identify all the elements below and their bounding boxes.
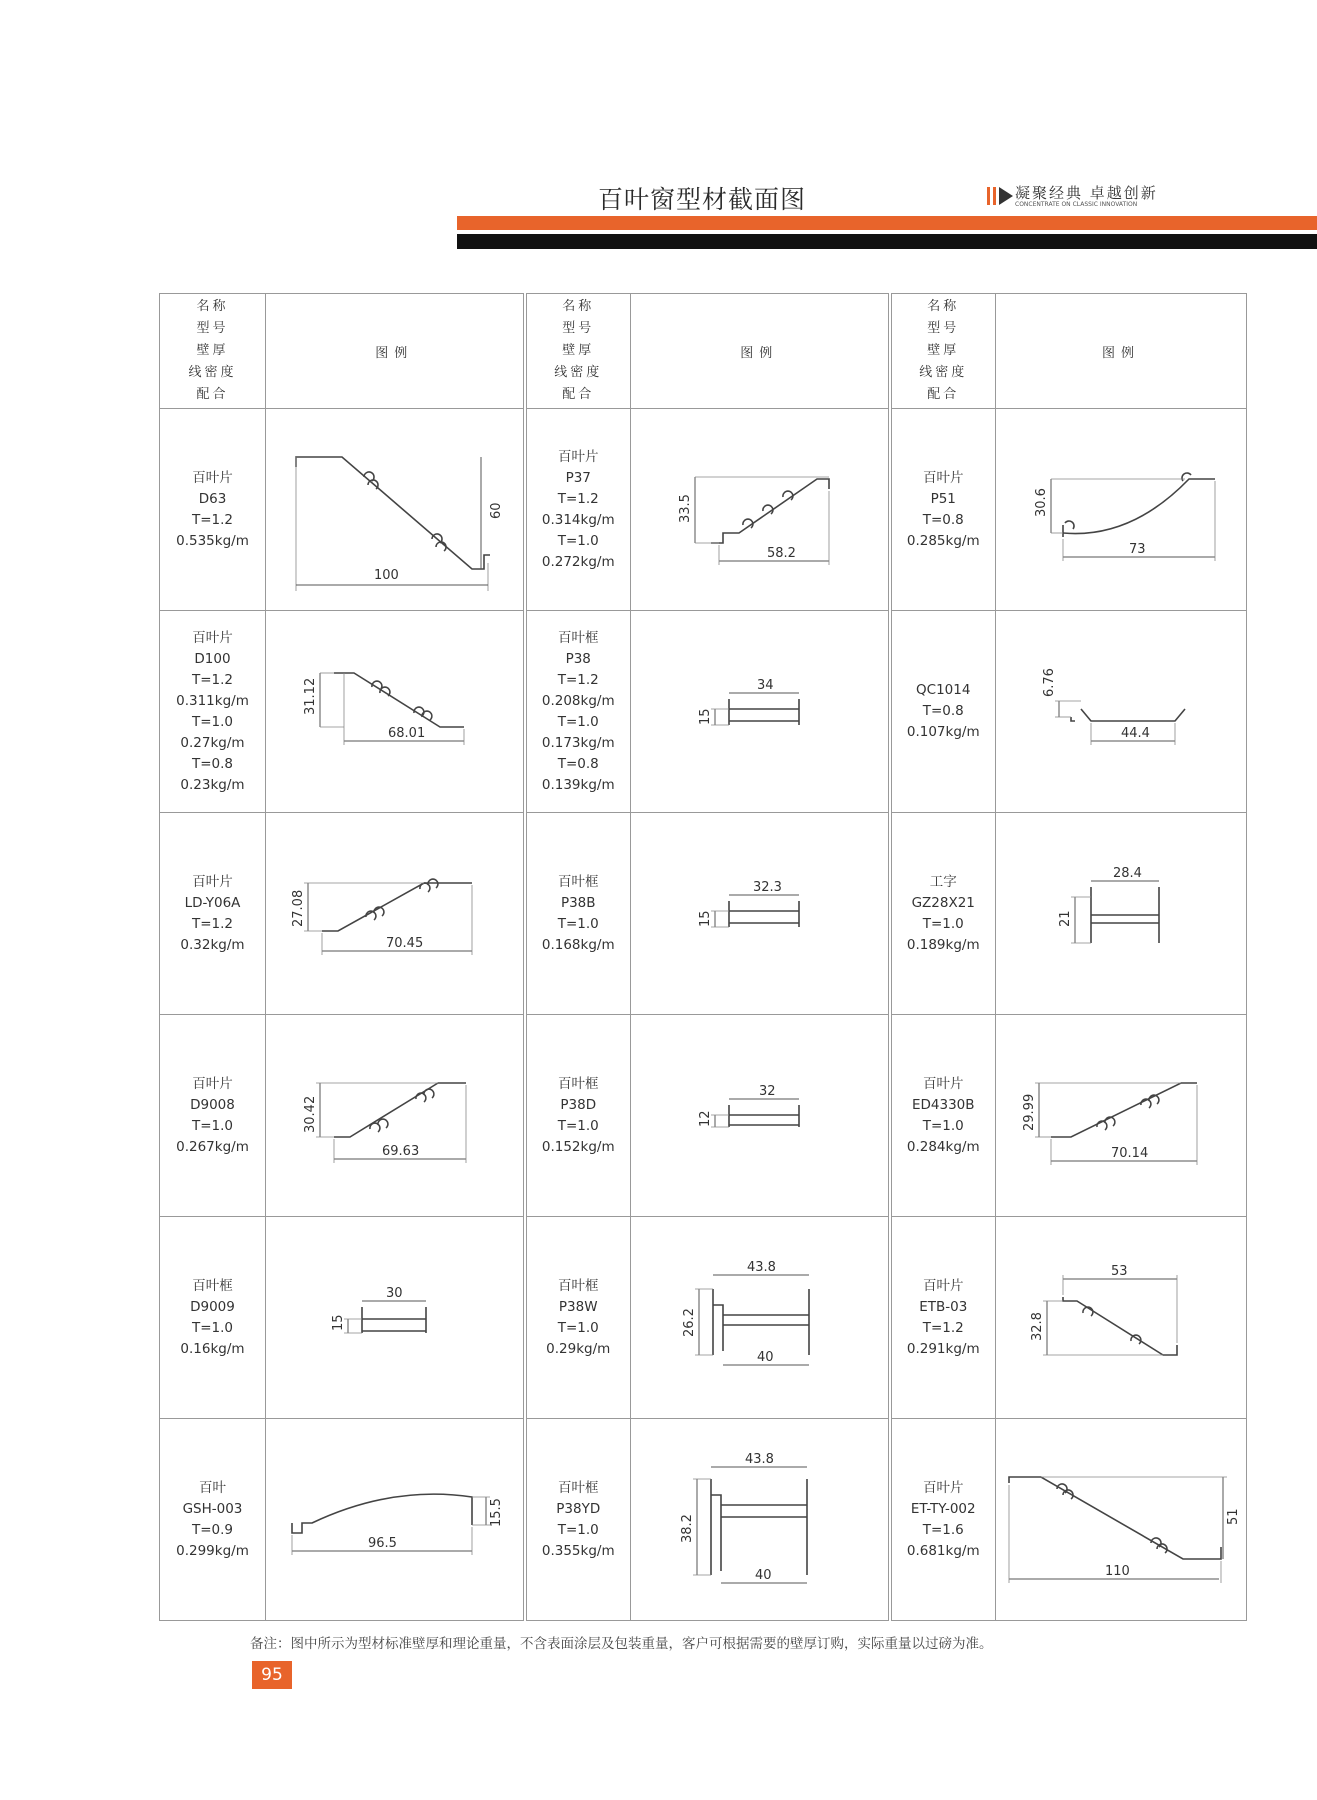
info-line: 0.299kg/m	[176, 1542, 249, 1559]
table-row	[160, 409, 1247, 611]
info-line: 百叶片	[923, 1075, 964, 1092]
dimension-label: 60	[489, 501, 505, 519]
dimension-label: 32	[759, 1083, 776, 1099]
profile-info-cell	[890, 1419, 996, 1621]
profile-info-cell	[890, 409, 996, 611]
table-row	[160, 1015, 1247, 1217]
info-line: T=1.0	[922, 1117, 964, 1134]
info-line: 0.535kg/m	[176, 532, 249, 549]
brand-mark-icon	[987, 185, 1015, 207]
dimension-label: 53	[1111, 1263, 1128, 1279]
dimension-label: 12	[698, 1109, 714, 1127]
profile-drawing	[639, 1021, 879, 1211]
header-label: 配合	[927, 387, 960, 402]
dimension-label: 110	[1105, 1563, 1130, 1579]
info-line: 0.267kg/m	[176, 1138, 249, 1155]
dimension-label: 70.14	[1111, 1145, 1149, 1161]
info-line: 0.173kg/m	[541, 734, 615, 751]
profile-drawing	[639, 819, 879, 1009]
info-line: T=1.0	[557, 1521, 599, 1538]
table-row	[160, 1419, 1247, 1621]
info-line: 0.27kg/m	[180, 734, 245, 751]
profile-figure-cell	[266, 1015, 525, 1217]
info-line: ETB-03	[919, 1298, 968, 1315]
profile-info-cell	[525, 1217, 631, 1419]
profile-drawing	[639, 1425, 879, 1615]
info-line: 百叶	[199, 1479, 226, 1496]
profile-drawing	[274, 617, 514, 807]
profile-figure-cell	[996, 611, 1247, 813]
dimension-label: 40	[755, 1567, 772, 1583]
header-label: 壁厚	[927, 343, 960, 358]
slogan-cn: 凝聚经典 卓越创新	[1015, 184, 1158, 202]
info-line: 百叶片	[923, 1277, 964, 1294]
profile-drawing	[274, 819, 514, 1009]
info-line: T=1.0	[191, 713, 234, 730]
profile-info-cell	[525, 409, 631, 611]
profile-info-cell	[160, 1217, 266, 1419]
dimension-label: 27.08	[291, 889, 307, 927]
profile-figure-cell	[631, 611, 890, 813]
header-label: 名称	[196, 299, 229, 314]
info-line: GSH-003	[182, 1500, 243, 1517]
info-line: 0.168kg/m	[541, 936, 615, 953]
profile-figure-cell	[996, 409, 1247, 611]
header-label: 配合	[562, 387, 595, 402]
dimension-label: 96.5	[368, 1535, 398, 1551]
info-line: T=1.0	[557, 915, 599, 932]
table-header-row	[160, 294, 1247, 409]
info-line: T=0.8	[922, 511, 964, 528]
page-number: 95	[252, 1661, 292, 1689]
info-line: D9008	[190, 1096, 235, 1113]
info-line: P38YD	[556, 1500, 601, 1517]
info-line: T=0.9	[191, 1521, 234, 1538]
dimension-label: 51	[1226, 1507, 1241, 1525]
dimension-label: 28.4	[1113, 865, 1142, 881]
info-line: QC1014	[916, 682, 971, 698]
table-row	[160, 611, 1247, 813]
header-name-cell	[525, 294, 631, 409]
profile-info-cell	[890, 813, 996, 1015]
profile-info-cell	[525, 1419, 631, 1621]
header-figure-cell	[631, 294, 890, 409]
header-label: 线密度	[554, 365, 603, 380]
info-line: T=1.6	[922, 1521, 964, 1538]
footnote: 备注：图中所示为型材标准壁厚和理论重量，不含表面涂层及包装重量，客户可根据需要的壁厚订购，实际重量以过磅为准。	[250, 1636, 993, 1652]
dimension-label: 15	[698, 707, 714, 725]
profile-figure-cell	[996, 813, 1247, 1015]
header-label: 名称	[562, 299, 595, 314]
dimension-label: 43.8	[745, 1451, 775, 1467]
info-line: 0.107kg/m	[906, 724, 980, 740]
header-accent-bar	[457, 216, 1317, 230]
info-line: T=1.2	[557, 671, 599, 688]
info-line: T=1.2	[191, 671, 234, 688]
info-line: 百叶框	[558, 629, 599, 646]
info-line: 0.152kg/m	[541, 1138, 615, 1155]
dimension-label: 15.5	[489, 1497, 505, 1527]
profile-drawing	[1001, 617, 1241, 807]
info-line: D100	[194, 650, 231, 667]
header-label: 型号	[562, 321, 595, 336]
info-line: T=1.0	[557, 1117, 599, 1134]
page-title: 百叶窗型材截面图	[598, 185, 807, 214]
dimension-label: 40	[757, 1349, 774, 1365]
info-line: 0.311kg/m	[176, 692, 249, 709]
table-row	[160, 813, 1247, 1015]
profile-figure-cell	[631, 409, 890, 611]
info-line: 百叶片	[192, 629, 233, 646]
dimension-label: 30.42	[303, 1095, 319, 1133]
info-line: 0.16kg/m	[180, 1340, 245, 1357]
info-line: T=1.0	[191, 1319, 234, 1336]
dimension-label: 69.63	[382, 1143, 420, 1159]
info-line: P37	[565, 469, 591, 486]
info-line: 百叶框	[192, 1277, 233, 1294]
info-line: 0.272kg/m	[541, 553, 615, 570]
dimension-label: 44.4	[1121, 725, 1150, 741]
header-label: 型号	[927, 321, 960, 336]
info-line: T=0.8	[557, 755, 599, 772]
profile-drawing	[1001, 415, 1241, 605]
info-line: 0.208kg/m	[541, 692, 615, 709]
header-name-cell	[890, 294, 996, 409]
dimension-label: 21	[1058, 909, 1073, 927]
info-line: T=1.0	[922, 915, 964, 932]
header-label: 型号	[196, 321, 229, 336]
header-black-bar	[457, 234, 1317, 249]
profile-drawing	[639, 415, 879, 605]
dimension-label: 31.12	[303, 677, 319, 715]
dimension-label: 30	[386, 1285, 403, 1301]
dimension-label: 43.8	[747, 1259, 777, 1275]
dimension-label: 100	[374, 567, 400, 583]
info-line: 0.23kg/m	[180, 776, 245, 793]
info-line: 0.314kg/m	[541, 511, 615, 528]
profile-drawing	[274, 1425, 514, 1615]
profile-figure-cell	[266, 611, 525, 813]
info-line: T=1.2	[557, 490, 599, 507]
profile-drawing	[274, 1223, 514, 1413]
info-line: P38W	[558, 1298, 598, 1315]
header-label: 名称	[927, 299, 960, 314]
header-label: 壁厚	[196, 343, 229, 358]
profile-figure-cell	[266, 409, 525, 611]
profile-info-cell	[890, 1217, 996, 1419]
dimension-label: 26.2	[682, 1307, 698, 1337]
profile-info-cell	[160, 409, 266, 611]
dimension-label: 38.2	[680, 1513, 696, 1543]
profile-figure-cell	[631, 1015, 890, 1217]
dimension-label: 15	[698, 909, 714, 927]
info-line: ET-TY-002	[910, 1500, 976, 1517]
profile-info-cell	[525, 611, 631, 813]
info-line: P38D	[560, 1096, 597, 1113]
header-label: 配合	[196, 387, 229, 402]
profile-info-cell	[160, 611, 266, 813]
info-line: 0.355kg/m	[541, 1542, 615, 1559]
profile-info-cell	[160, 1419, 266, 1621]
info-line: 百叶片	[923, 1479, 964, 1496]
info-line: 百叶框	[558, 873, 599, 890]
info-line: T=1.0	[557, 1319, 599, 1336]
profile-drawing	[639, 1223, 879, 1413]
header-figure-cell	[996, 294, 1247, 409]
profile-drawing	[1001, 1425, 1241, 1615]
info-line: 0.32kg/m	[180, 936, 245, 953]
info-line: P51	[930, 490, 956, 507]
info-line: 工字	[929, 873, 957, 890]
profile-info-cell	[160, 813, 266, 1015]
profile-figure-cell	[266, 1217, 525, 1419]
info-line: T=1.2	[191, 915, 234, 932]
dimension-label: 30.6	[1034, 487, 1049, 517]
header-label: 线密度	[188, 365, 237, 380]
profile-info-cell	[525, 813, 631, 1015]
header-name-cell	[160, 294, 266, 409]
info-line: 百叶片	[923, 469, 964, 486]
header-figure-label: 图例	[1101, 345, 1140, 361]
profile-drawing	[274, 1021, 514, 1211]
info-line: GZ28X21	[911, 894, 975, 911]
dimension-label: 15	[331, 1313, 347, 1331]
info-line: D9009	[190, 1298, 235, 1315]
profile-figure-cell	[266, 813, 525, 1015]
profile-figure-cell	[631, 813, 890, 1015]
info-line: 百叶片	[558, 448, 599, 465]
info-line: T=1.2	[191, 511, 234, 528]
profile-figure-cell	[266, 1419, 525, 1621]
header-figure-label: 图例	[375, 345, 414, 361]
dimension-label: 32.8	[1030, 1311, 1045, 1341]
dimension-label: 33.5	[678, 493, 694, 523]
info-line: T=1.0	[557, 713, 599, 730]
info-line: 百叶片	[192, 873, 233, 890]
info-line: 0.29kg/m	[546, 1340, 611, 1357]
info-line: T=0.8	[191, 755, 234, 772]
profile-figure-cell	[996, 1419, 1247, 1621]
profile-info-cell	[890, 1015, 996, 1217]
info-line: D63	[198, 490, 227, 507]
dimension-label: 58.2	[767, 545, 797, 561]
profile-drawing	[1001, 819, 1241, 1009]
dimension-label: 70.45	[386, 935, 424, 951]
info-line: 百叶片	[192, 1075, 233, 1092]
info-line: ED4330B	[911, 1096, 975, 1113]
profile-info-cell	[890, 611, 996, 813]
info-line: 0.189kg/m	[906, 936, 980, 953]
dimension-label: 68.01	[388, 725, 426, 741]
profile-drawing	[1001, 1021, 1241, 1211]
info-line: P38	[565, 650, 591, 667]
dimension-label: 6.76	[1042, 667, 1057, 697]
info-line: 0.284kg/m	[906, 1138, 980, 1155]
profile-info-cell	[525, 1015, 631, 1217]
info-line: 0.681kg/m	[906, 1542, 980, 1559]
info-line: 百叶框	[558, 1479, 599, 1496]
profile-drawing	[274, 415, 514, 605]
profile-info-cell	[160, 1015, 266, 1217]
profile-drawing	[639, 617, 879, 807]
profile-table	[159, 293, 1247, 1621]
profile-figure-cell	[996, 1015, 1247, 1217]
info-line: 0.139kg/m	[541, 776, 615, 793]
profile-figure-cell	[631, 1419, 890, 1621]
dimension-label: 34	[757, 677, 774, 693]
info-line: T=1.2	[922, 1319, 964, 1336]
dimension-label: 29.99	[1022, 1093, 1037, 1131]
header-figure-label: 图例	[740, 345, 779, 361]
info-line: 0.291kg/m	[906, 1340, 980, 1357]
profile-drawing	[1001, 1223, 1241, 1413]
dimension-label: 32.3	[753, 879, 783, 895]
info-line: 百叶框	[558, 1075, 599, 1092]
info-line: P38B	[560, 894, 596, 911]
table-row	[160, 1217, 1247, 1419]
header-label: 线密度	[919, 365, 968, 380]
info-line: 0.285kg/m	[906, 532, 980, 549]
slogan-en: CONCENTRATE ON CLASSIC INNOVATION	[1015, 201, 1138, 208]
profile-figure-cell	[631, 1217, 890, 1419]
info-line: T=1.0	[557, 532, 599, 549]
info-line: 百叶框	[558, 1277, 599, 1294]
info-line: LD-Y06A	[184, 894, 241, 911]
info-line: T=0.8	[922, 703, 964, 719]
profile-figure-cell	[996, 1217, 1247, 1419]
header-label: 壁厚	[562, 343, 595, 358]
header-figure-cell	[266, 294, 525, 409]
dimension-label: 73	[1129, 541, 1146, 557]
info-line: 百叶片	[192, 469, 233, 486]
info-line: T=1.0	[191, 1117, 234, 1134]
